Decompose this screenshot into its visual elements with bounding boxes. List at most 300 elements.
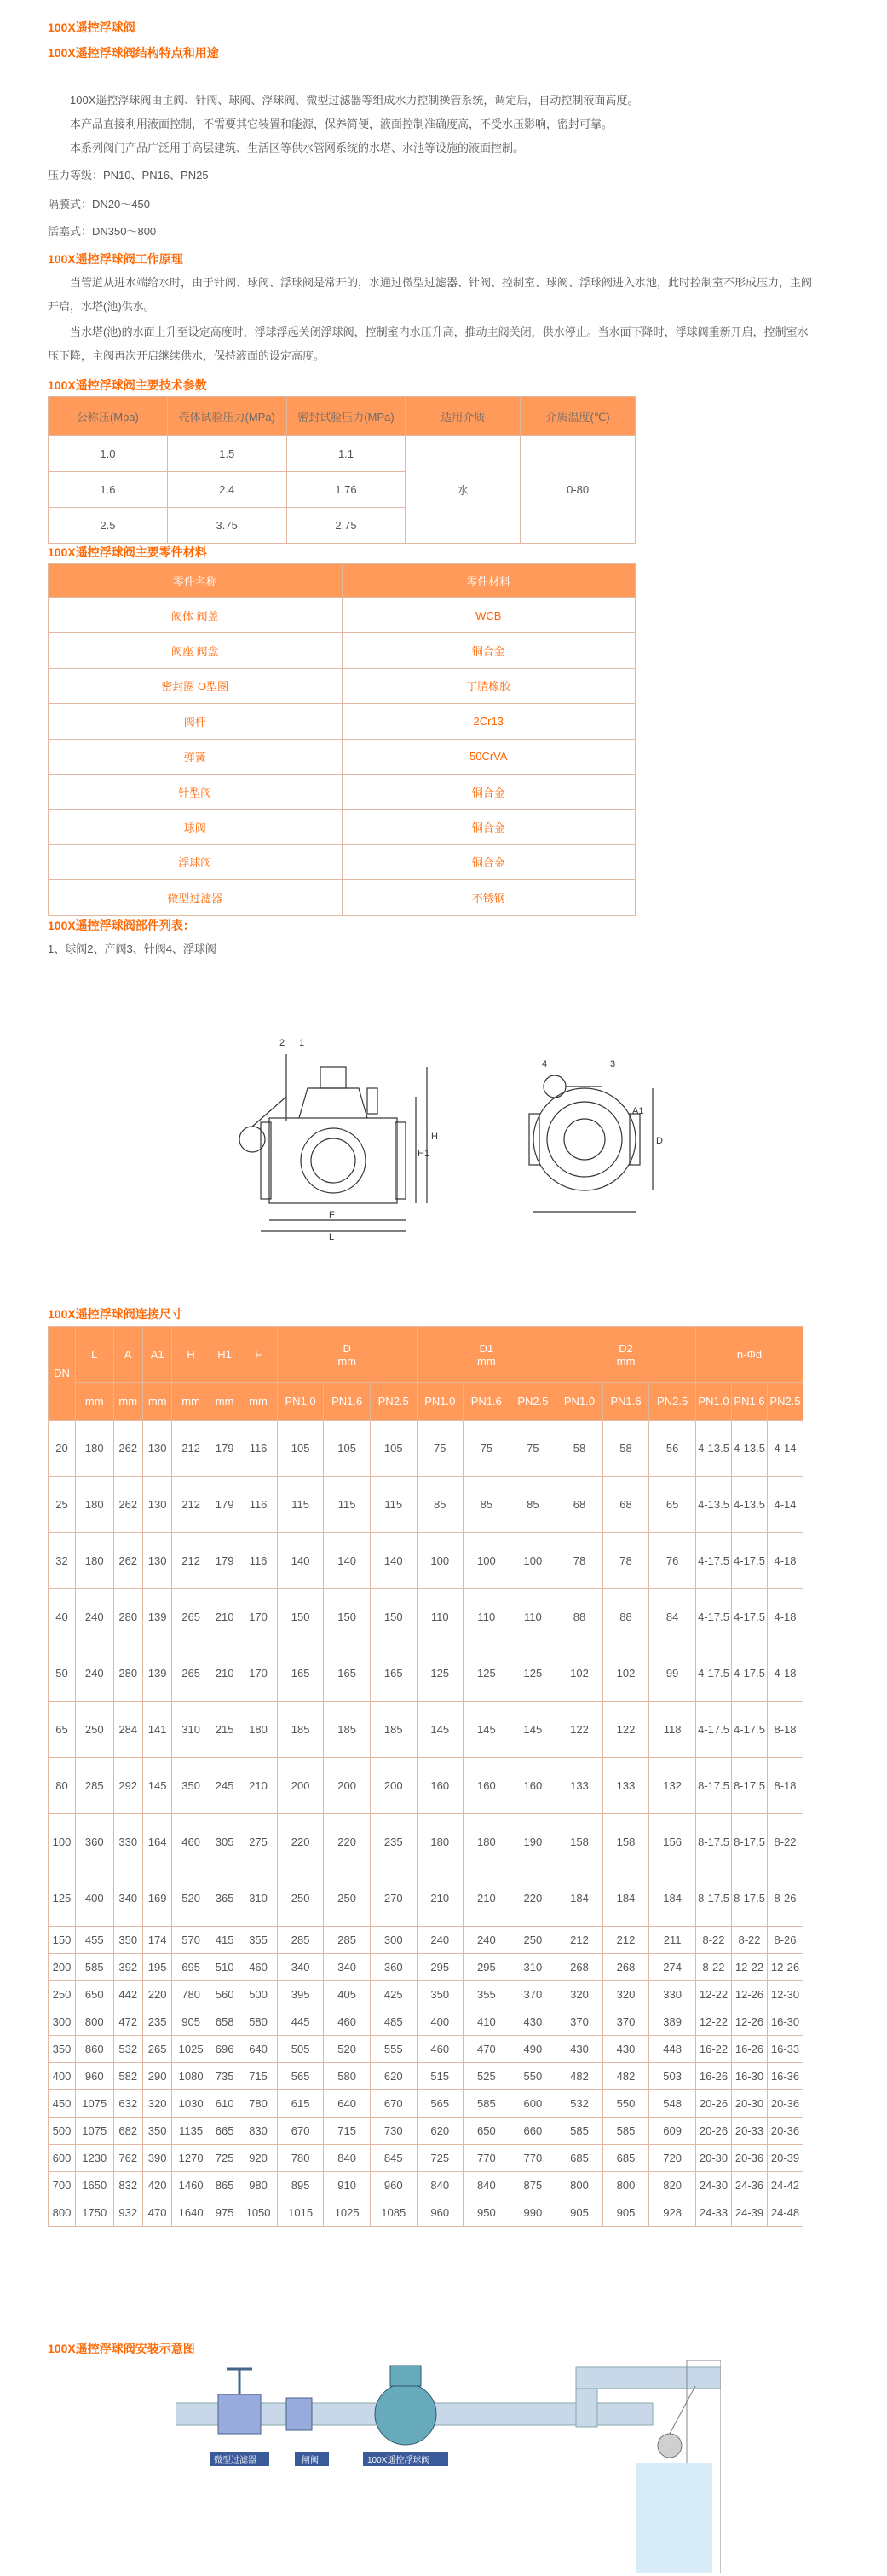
table-cell: 102 [556, 1645, 603, 1702]
table-cell: 180 [76, 1421, 114, 1477]
table-cell: 280 [113, 1589, 142, 1645]
side-flange-mid [547, 1102, 622, 1177]
table-cell: 415 [210, 1927, 239, 1954]
table-cell: 460 [417, 2036, 464, 2063]
table-cell: 20-36 [732, 2145, 768, 2172]
install-diagram [176, 2360, 721, 2573]
dims-header-cell: L [76, 1327, 114, 1383]
table-cell: 442 [113, 1981, 142, 2008]
materials-header-cell: 零件名称 [49, 564, 343, 598]
table-cell: 500 [49, 2118, 76, 2145]
tech-header-cell: 密封试验压力(MPa) [286, 397, 406, 436]
table-cell: 240 [76, 1589, 114, 1645]
table-cell: 68 [556, 1477, 603, 1533]
table-cell: 292 [113, 1758, 142, 1814]
body-circle-inner [311, 1138, 355, 1183]
table-cell: 133 [556, 1758, 603, 1814]
table-cell: 470 [464, 2036, 510, 2063]
label-f: F [329, 1210, 335, 1220]
table-cell: 1460 [172, 2172, 210, 2199]
table-cell: 24-36 [732, 2172, 768, 2199]
table-row [49, 1477, 803, 1533]
materials-heading: 100X遥控浮球阀主要零件材料 [48, 545, 207, 559]
table-cell: 392 [113, 1954, 142, 1981]
table-cell: 4-14 [768, 1477, 803, 1533]
table-cell: 212 [172, 1533, 210, 1589]
table-cell: 20-36 [768, 2118, 803, 2145]
table-cell: 16-22 [696, 2036, 732, 2063]
table-cell: 240 [464, 1927, 510, 1954]
table-cell: 122 [556, 1702, 603, 1758]
table-cell: 615 [277, 2090, 324, 2118]
table-cell: 180 [417, 1814, 464, 1870]
dims-subheader-pn: PN2.5 [510, 1383, 556, 1421]
table-cell: 800 [556, 2172, 603, 2199]
table-cell: 4-14 [768, 1421, 803, 1477]
table-cell: 780 [172, 1981, 210, 2008]
table-cell: 350 [113, 1927, 142, 1954]
table-cell: 565 [277, 2063, 324, 2090]
table-cell: 580 [239, 2008, 278, 2036]
table-cell: 200 [49, 1954, 76, 1981]
table-cell: 960 [76, 2063, 114, 2090]
label-h1: H1 [418, 1149, 430, 1159]
table-cell: 4-18 [768, 1533, 803, 1589]
table-cell: 650 [464, 2118, 510, 2145]
table-cell: 905 [602, 2199, 649, 2227]
needle-valve [367, 1088, 377, 1114]
table-cell: 490 [510, 2036, 556, 2063]
part-name: 球阀 [49, 810, 343, 844]
table-cell: 632 [113, 2090, 142, 2118]
float-ball [658, 2434, 682, 2458]
label-1: 1 [299, 1038, 305, 1048]
tech-params-table [48, 396, 636, 544]
float-rod [670, 2386, 695, 2434]
table-cell: 365 [210, 1870, 239, 1927]
table-cell: 150 [370, 1589, 417, 1645]
dims-body [49, 1421, 803, 2227]
table-cell: 840 [324, 2145, 371, 2172]
table-cell: 370 [556, 2008, 603, 2036]
parts-list: 1、球阀2、产阀3、针阀4、浮球阀 [48, 942, 216, 955]
table-cell: 235 [370, 1814, 417, 1870]
table-cell: 370 [602, 2008, 649, 2036]
temperature-cell: 0-80 [521, 436, 636, 544]
table-cell: 20-26 [696, 2118, 732, 2145]
table-cell: 4-17.5 [696, 1589, 732, 1645]
table-cell: 16-26 [732, 2036, 768, 2063]
table-cell: 20-30 [696, 2145, 732, 2172]
table-cell: 4-13.5 [696, 1477, 732, 1533]
side-view [529, 1075, 653, 1212]
dims-group-d: D [343, 1341, 351, 1355]
table-cell: 400 [417, 2008, 464, 2036]
table-cell: 156 [649, 1814, 696, 1870]
table-cell: 100 [49, 1814, 76, 1870]
table-cell: 102 [602, 1645, 649, 1702]
table-cell: 4-13.5 [732, 1421, 768, 1477]
table-cell: 4-18 [768, 1589, 803, 1645]
label-valve: 100X遥控浮球阀 [367, 2456, 430, 2465]
table-row [49, 633, 636, 668]
tech-heading: 100X遥控浮球阀主要技术参数 [48, 378, 207, 392]
table-cell: 211 [649, 1927, 696, 1954]
table-cell: 1.1 [286, 436, 406, 472]
table-cell: 8-22 [768, 1814, 803, 1870]
table-cell: 770 [510, 2145, 556, 2172]
table-cell: 140 [370, 1533, 417, 1589]
table-cell: 520 [324, 2036, 371, 2063]
dims-subheader-unit: mm [210, 1383, 239, 1421]
table-cell: 832 [113, 2172, 142, 2199]
table-cell: 122 [602, 1702, 649, 1758]
dims-group-unit: mm [477, 1354, 496, 1368]
table-cell: 145 [510, 1702, 556, 1758]
table-cell: 190 [510, 1814, 556, 1870]
dims-header-group [556, 1327, 696, 1383]
table-cell: 389 [649, 2008, 696, 2036]
table-cell: 950 [464, 2199, 510, 2227]
table-row [49, 704, 636, 739]
table-cell: 20 [49, 1421, 76, 1477]
table-cell: 100 [464, 1533, 510, 1589]
table-cell: 75 [464, 1421, 510, 1477]
tech-header-row [49, 397, 636, 436]
table-cell: 184 [649, 1870, 696, 1927]
table-cell: 200 [277, 1758, 324, 1814]
table-cell: 116 [239, 1533, 278, 1589]
table-cell: 275 [239, 1814, 278, 1870]
part-material: 不锈钢 [342, 880, 636, 915]
table-cell: 165 [370, 1645, 417, 1702]
table-cell: 370 [510, 1981, 556, 2008]
table-cell: 585 [556, 2118, 603, 2145]
table-cell: 582 [113, 2063, 142, 2090]
table-cell: 210 [210, 1645, 239, 1702]
dimensions-table [48, 1326, 803, 2227]
label-3: 3 [610, 1059, 616, 1069]
dims-subheader-pn: PN2.5 [768, 1383, 803, 1421]
table-cell: 125 [417, 1645, 464, 1702]
table-cell: 1075 [76, 2090, 114, 2118]
dims-subheader-unit: mm [142, 1383, 171, 1421]
table-cell: 660 [510, 2118, 556, 2145]
table-cell: 16-30 [768, 2008, 803, 2036]
table-cell: 145 [417, 1702, 464, 1758]
gate-valve-body [218, 2394, 261, 2434]
table-cell: 875 [510, 2172, 556, 2199]
table-cell: 125 [464, 1645, 510, 1702]
part-material: WCB [342, 598, 636, 633]
table-cell: 800 [76, 2008, 114, 2036]
table-cell: 250 [76, 1702, 114, 1758]
table-cell: 268 [602, 1954, 649, 1981]
table-row [49, 739, 636, 774]
table-cell: 1.76 [286, 472, 406, 508]
table-cell: 1.0 [49, 436, 168, 472]
table-cell: 700 [49, 2172, 76, 2199]
table-cell: 240 [76, 1645, 114, 1702]
valve-drawing [235, 1020, 729, 1242]
table-cell: 65 [49, 1702, 76, 1758]
table-cell: 8-22 [696, 1954, 732, 1981]
table-cell: 990 [510, 2199, 556, 2227]
table-cell: 460 [324, 2008, 371, 2036]
table-cell: 355 [464, 1981, 510, 2008]
table-cell: 1230 [76, 2145, 114, 2172]
table-cell: 320 [602, 1981, 649, 2008]
table-cell: 265 [172, 1589, 210, 1645]
table-cell: 350 [142, 2118, 171, 2145]
part-name: 浮球阀 [49, 844, 343, 879]
table-cell: 820 [649, 2172, 696, 2199]
table-cell: 395 [277, 1981, 324, 2008]
table-cell: 20-39 [768, 2145, 803, 2172]
table-cell: 410 [464, 2008, 510, 2036]
dims-header-cell: H1 [210, 1327, 239, 1383]
table-cell: 8-17.5 [696, 1758, 732, 1814]
table-cell: 4-17.5 [732, 1533, 768, 1589]
table-cell: 262 [113, 1533, 142, 1589]
table-cell: 212 [172, 1421, 210, 1477]
table-cell: 133 [602, 1758, 649, 1814]
tank-water [636, 2463, 712, 2573]
table-cell: 960 [417, 2199, 464, 2227]
table-cell: 585 [464, 2090, 510, 2118]
label-a1: A1 [632, 1106, 644, 1116]
table-cell: 400 [76, 1870, 114, 1927]
table-cell: 75 [510, 1421, 556, 1477]
table-cell: 12-22 [696, 2008, 732, 2036]
table-cell: 845 [370, 2145, 417, 2172]
table-cell: 68 [602, 1477, 649, 1533]
table-cell: 390 [142, 2145, 171, 2172]
table-cell: 158 [602, 1814, 649, 1870]
table-cell: 56 [649, 1421, 696, 1477]
table-cell: 8-17.5 [732, 1814, 768, 1870]
dims-heading: 100X遥控浮球阀连接尺寸 [48, 1307, 183, 1321]
table-row [49, 2036, 803, 2063]
table-cell: 610 [210, 2090, 239, 2118]
table-cell: 100 [510, 1533, 556, 1589]
table-cell: 105 [370, 1421, 417, 1477]
table-cell: 455 [76, 1927, 114, 1954]
table-cell: 180 [464, 1814, 510, 1870]
table-row [49, 1814, 803, 1870]
table-cell: 215 [210, 1702, 239, 1758]
features-paragraph-1: 100X遥控浮球阀由主阀、针阀、球阀、浮球阀、微型过滤器等组成水力控制操管系统，调定后，自动控制液面高度。 [70, 94, 639, 107]
table-cell: 125 [510, 1645, 556, 1702]
table-cell: 445 [277, 2008, 324, 2036]
label-4: 4 [542, 1059, 548, 1069]
label-d: D [656, 1136, 663, 1146]
table-cell: 116 [239, 1477, 278, 1533]
table-row [49, 1702, 803, 1758]
dims-subheader-unit: mm [239, 1383, 278, 1421]
table-cell: 525 [464, 2063, 510, 2090]
table-row [49, 598, 636, 633]
install-heading: 100X遥控浮球阀安装示意图 [48, 2342, 195, 2355]
table-cell: 650 [76, 1981, 114, 2008]
table-row [49, 2008, 803, 2036]
table-cell: 725 [417, 2145, 464, 2172]
table-cell: 285 [324, 1927, 371, 1954]
table-cell: 330 [649, 1981, 696, 2008]
table-cell: 405 [324, 1981, 371, 2008]
table-cell: 565 [417, 2090, 464, 2118]
table-cell: 1135 [172, 2118, 210, 2145]
table-cell: 300 [370, 1927, 417, 1954]
table-cell: 8-17.5 [732, 1870, 768, 1927]
table-cell: 532 [113, 2036, 142, 2063]
table-cell: 170 [239, 1645, 278, 1702]
side-left-flange [529, 1114, 539, 1165]
table-cell: 500 [239, 1981, 278, 2008]
table-cell: 905 [556, 2199, 603, 2227]
table-cell: 305 [210, 1814, 239, 1870]
table-cell: 170 [239, 1589, 278, 1645]
table-cell: 200 [370, 1758, 417, 1814]
table-cell: 16-30 [732, 2063, 768, 2090]
part-name: 密封圈 O型圈 [49, 668, 343, 703]
diaphragm-range: 隔膜式：DN20～450 [48, 198, 150, 210]
float-valve-cover [390, 2366, 421, 2386]
table-cell: 116 [239, 1421, 278, 1477]
table-cell: 430 [510, 2008, 556, 2036]
table-cell: 685 [602, 2145, 649, 2172]
table-cell: 180 [76, 1477, 114, 1533]
table-cell: 695 [172, 1954, 210, 1981]
table-cell: 169 [142, 1870, 171, 1927]
table-cell: 4-13.5 [732, 1477, 768, 1533]
table-cell: 150 [277, 1589, 324, 1645]
table-cell: 250 [324, 1870, 371, 1927]
table-cell: 40 [49, 1589, 76, 1645]
table-cell: 1750 [76, 2199, 114, 2227]
table-cell: 20-26 [696, 2090, 732, 2118]
table-cell: 99 [649, 1645, 696, 1702]
table-cell: 110 [464, 1589, 510, 1645]
table-cell: 715 [324, 2118, 371, 2145]
label-gate: 闸阀 [302, 2456, 319, 2465]
table-cell: 12-22 [732, 1954, 768, 1981]
table-cell: 320 [142, 2090, 171, 2118]
materials-header-row [49, 564, 636, 598]
table-cell: 600 [510, 2090, 556, 2118]
table-cell: 24-42 [768, 2172, 803, 2199]
table-row [49, 2118, 803, 2145]
front-view [239, 1054, 430, 1231]
table-cell: 400 [49, 2063, 76, 2090]
table-cell: 670 [277, 2118, 324, 2145]
table-cell: 4-17.5 [696, 1702, 732, 1758]
table-cell: 84 [649, 1589, 696, 1645]
dims-header-group [277, 1327, 417, 1383]
table-cell: 132 [649, 1758, 696, 1814]
table-cell: 240 [417, 1927, 464, 1954]
table-cell: 8-17.5 [696, 1814, 732, 1870]
part-material: 丁腈橡胶 [342, 668, 636, 703]
table-cell: 179 [210, 1477, 239, 1533]
part-name: 阀杆 [49, 704, 343, 739]
table-cell: 735 [210, 2063, 239, 2090]
dims-subheader-pn: PN1.0 [696, 1383, 732, 1421]
table-cell: 280 [113, 1645, 142, 1702]
table-cell: 300 [49, 2008, 76, 2036]
table-cell: 1015 [277, 2199, 324, 2227]
table-cell: 420 [142, 2172, 171, 2199]
table-cell: 830 [239, 2118, 278, 2145]
part-name: 针型阀 [49, 774, 343, 809]
table-cell: 200 [324, 1758, 371, 1814]
table-cell: 210 [239, 1758, 278, 1814]
table-cell: 150 [324, 1589, 371, 1645]
part-name: 微型过滤器 [49, 880, 343, 915]
table-cell: 12-22 [696, 1981, 732, 2008]
table-cell: 4-18 [768, 1645, 803, 1702]
table-cell: 8-18 [768, 1758, 803, 1814]
table-cell: 210 [417, 1870, 464, 1927]
table-cell: 285 [76, 1758, 114, 1814]
table-cell: 320 [556, 1981, 603, 2008]
dims-group-unit: mm [337, 1354, 356, 1368]
table-cell: 580 [324, 2063, 371, 2090]
dims-header-cell: H [172, 1327, 210, 1383]
table-cell: 770 [464, 2145, 510, 2172]
table-cell: 268 [556, 1954, 603, 1981]
table-cell: 2.75 [286, 508, 406, 544]
tech-header-cell: 适用介质 [406, 397, 521, 436]
part-material: 2Cr13 [342, 704, 636, 739]
dims-subheader-pn: PN1.6 [324, 1383, 371, 1421]
materials-header-cell: 零件材料 [342, 564, 636, 598]
table-cell: 928 [649, 2199, 696, 2227]
table-cell: 430 [556, 2036, 603, 2063]
table-cell: 860 [76, 2036, 114, 2063]
table-cell: 235 [142, 2008, 171, 2036]
dims-subheader-pn: PN1.6 [464, 1383, 510, 1421]
table-cell: 905 [172, 2008, 210, 2036]
table-cell: 482 [602, 2063, 649, 2090]
table-cell: 180 [239, 1702, 278, 1758]
table-cell: 725 [210, 2145, 239, 2172]
dims-header-row-1 [49, 1327, 803, 1383]
table-cell: 100 [417, 1533, 464, 1589]
dims-header-row-2 [49, 1383, 803, 1421]
features-paragraph-3: 本系列阀门产品广泛用于高层建筑、生活区等供水管网系统的水塔、水池等设施的液面控制。 [70, 141, 525, 154]
table-cell: 932 [113, 2199, 142, 2227]
dims-header-cell: A [113, 1327, 142, 1383]
table-cell: 910 [324, 2172, 371, 2199]
table-cell: 570 [172, 1927, 210, 1954]
dims-header-group: n-Φd [696, 1327, 803, 1383]
table-cell: 1085 [370, 2199, 417, 2227]
table-cell: 80 [49, 1758, 76, 1814]
part-material: 铜合金 [342, 810, 636, 844]
table-cell: 620 [417, 2118, 464, 2145]
piston-range: 活塞式：DN350～800 [48, 225, 157, 238]
table-cell: 685 [556, 2145, 603, 2172]
table-cell: 503 [649, 2063, 696, 2090]
table-cell: 110 [417, 1589, 464, 1645]
table-row [49, 844, 636, 879]
table-cell: 212 [556, 1927, 603, 1954]
pressure-grades: 压力等级：PN10、PN16、PN25 [48, 169, 209, 182]
table-cell: 1650 [76, 2172, 114, 2199]
table-cell: 265 [142, 2036, 171, 2063]
table-cell: 510 [210, 1954, 239, 1981]
